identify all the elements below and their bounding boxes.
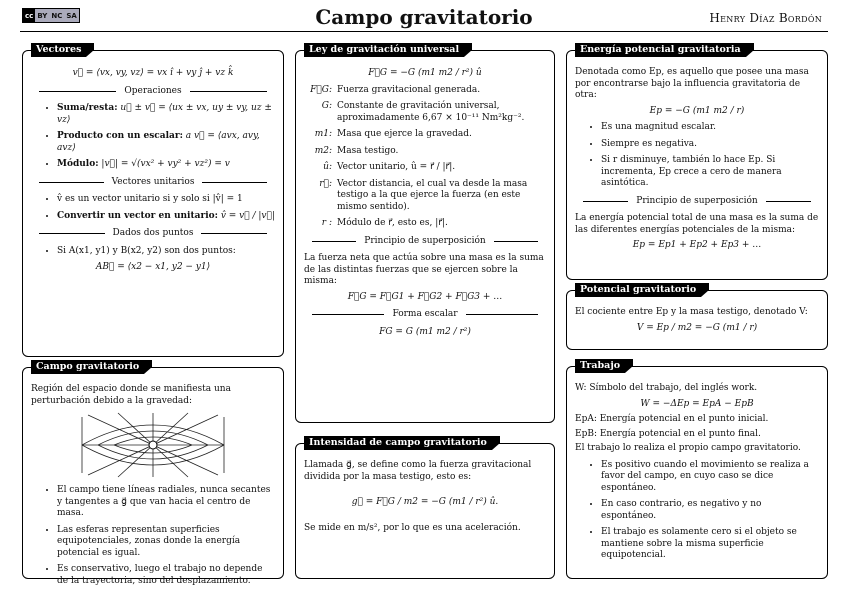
list-item: • En caso contrario, es negativo y no espontáneo.	[601, 499, 819, 522]
vector-definition: v⃗ = ⟨vx, vy, vz⟩ = vx î + vy ĵ + vz k̂	[72, 68, 234, 78]
superposition-text: La fuerza neta que actúa sobre una masa es la suma de las distintas fuerzas que se ejercen sobre la misma:	[304, 253, 544, 286]
campo-intro: Región del espacio donde se manifiesta una perturbación debido a la gravedad:	[31, 384, 231, 406]
box-intensidad	[295, 437, 555, 579]
list-item: • Siempre es negativa.	[601, 139, 819, 151]
intensidad-text: Llamada g⃗, se define como la fuerza gravitacional dividida por la masa testigo, esto es:	[304, 460, 532, 482]
energia-equation: Ep = −G (m1 m2 / r)	[649, 105, 745, 116]
scalar-form-equation: FG = G (m1 m2 / r²)	[379, 326, 471, 337]
superposition-header: Principio de superposición	[304, 236, 546, 248]
box-title-campo: Campo gravitatorio	[31, 360, 144, 374]
list-item: • Si r disminuye, también lo hace Ep. Si incrementa, Ep crece a cero de manera asintótica.	[601, 155, 819, 190]
definition-row: F⃗G: Fuerza gravitacional generada.	[310, 84, 481, 95]
box-trabajo	[566, 360, 828, 579]
trabajo-w-definition: W: Símbolo del trabajo, del inglés work.	[575, 383, 758, 393]
box-title-trabajo: Trabajo	[575, 359, 625, 373]
energia-superposition-equation: Ep = Ep1 + Ep2 + Ep3 + …	[632, 240, 762, 250]
list-item: • Es conservativo, luego el trabajo no depende de la trayectoria, sino del desplazamiento.	[57, 564, 275, 587]
box-title-ley: Ley de gravitación universal	[304, 43, 464, 57]
page-title: Campo gravitatorio	[315, 5, 533, 29]
intensidad-equation: g⃗ = F⃗G / m2 = −G (m1 / r²) û.	[351, 497, 499, 507]
list-item: • Producto con un escalar: a v⃗ = ⟨avx, avy, avz⟩	[57, 131, 275, 154]
list-item: • Módulo: |v⃗| = √(vx² + vy² + vz²) = v	[57, 159, 275, 171]
energia-text: Denotada como Ep, es aquello que posee una masa por encontrarse bajo la influencia gravitatoria de otra:	[575, 67, 809, 100]
box-energia-potencial	[566, 44, 828, 280]
license-by: BY	[37, 11, 48, 20]
unit-vectors-list	[31, 194, 275, 222]
box-potencial	[566, 284, 828, 350]
box-title-intensidad: Intensidad de campo gravitatorio	[304, 436, 492, 450]
field-lines-diagram	[78, 411, 228, 479]
trabajo-def-b: EpB: Energía potencial en el punto final.	[575, 428, 761, 439]
definition-row: G: Constante de gravitación universal, aproximadamente 6,67 × 10⁻¹¹ Nm²kg⁻².	[321, 101, 525, 123]
two-points-list	[31, 246, 275, 258]
box-title-potencial: Potencial gravitatorio	[575, 283, 701, 297]
energia-superposition-text: La energía potencial total de una masa es la suma de las diferentes energías potenciales de la misma:	[575, 213, 819, 235]
list-item: • Es una magnitud escalar.	[601, 122, 819, 134]
operations-header: Operaciones	[31, 86, 275, 98]
box-vectores	[22, 44, 284, 357]
trabajo-def-a: EpA: Energía potencial en el punto inicial.	[575, 414, 769, 424]
trabajo-bullets	[575, 460, 819, 562]
list-item: • Suma/resta: u⃗ ± v⃗ = ⟨ux ± vx, uy ± vy, uz ± vz⟩	[57, 103, 275, 126]
header-rule	[20, 31, 828, 32]
box-campo-gravitatorio	[22, 361, 284, 586]
energia-bullets	[575, 122, 819, 190]
list-item: • v̂ es un vector unitario si y solo si |v̂| = 1	[57, 194, 275, 206]
operations-list	[31, 103, 275, 171]
list-item: • El campo tiene líneas radiales, nunca secantes y tangentes a g⃗ que van hacia el centro de masa.	[57, 485, 275, 520]
campo-bullets	[31, 485, 275, 587]
definition-row: r : Módulo de r⃗, esto es, |r⃗|.	[321, 218, 448, 228]
page-header	[0, 0, 848, 34]
box-ley-gravitacion	[295, 44, 555, 423]
list-item: • Las esferas representan superficies equipotenciales, zonas donde la energía potencial es igual.	[57, 525, 275, 560]
author-name: Henry Díaz Bordón	[709, 11, 822, 25]
box-title-vectores: Vectores	[31, 43, 86, 57]
definition-row: m1: Masa que ejerce la gravedad.	[314, 129, 472, 139]
list-item: • Si A(x1, y1) y B(x2, y2) son dos puntos:	[57, 246, 275, 258]
trabajo-text: El trabajo lo realiza el propio campo gravitatorio.	[575, 443, 801, 453]
potencial-equation: V = Ep / m2 = −G (m1 / r)	[636, 322, 758, 333]
license-nc: NC	[51, 11, 63, 20]
trabajo-equation: W = −ΔEp = EpA − EpB	[640, 398, 754, 409]
cc-logo-icon: cc	[23, 9, 35, 22]
list-item: • El trabajo es solamente cero si el objeto se mantiene sobre la misma superficie equipotencial.	[601, 527, 819, 562]
definition-row: m2: Masa testigo.	[314, 145, 399, 156]
ab-vector-equation: AB⃗ = ⟨x2 − x1, y2 − y1⟩	[95, 262, 211, 272]
definition-row: r⃗: Vector distancia, el cual va desde la masa testigo a la que ejerce la fuerza (en este mismo sentido).	[319, 178, 528, 212]
superposition-equation: F⃗G = F⃗G1 + F⃗G2 + F⃗G3 + …	[347, 291, 503, 302]
definition-row: û: Vector unitario, û = r⃗ / |r⃗|.	[323, 162, 456, 172]
list-item: • Es positivo cuando el movimiento se realiza a favor del campo, en cuyo caso se dice espontáneo.	[601, 460, 819, 495]
newton-law-equation: F⃗G = −G (m1 m2 / r²) û	[368, 68, 482, 78]
box-title-energia: Energía potencial gravitatoria	[575, 43, 746, 57]
intensidad-unit: Se mide en m/s², por lo que es una aceleración.	[304, 522, 521, 533]
unit-vectors-header: Vectores unitarios	[31, 177, 275, 189]
list-item: • Convertir un vector en unitario: v̂ = v⃗ / |v⃗|	[57, 211, 275, 223]
license-sa: SA	[66, 11, 77, 20]
scalar-form-header: Forma escalar	[304, 309, 546, 321]
potencial-text: El cociente entre Ep y la masa testigo, denotado V:	[575, 307, 808, 317]
energia-superposition-header: Principio de superposición	[575, 196, 819, 208]
two-points-header: Dados dos puntos	[31, 228, 275, 240]
